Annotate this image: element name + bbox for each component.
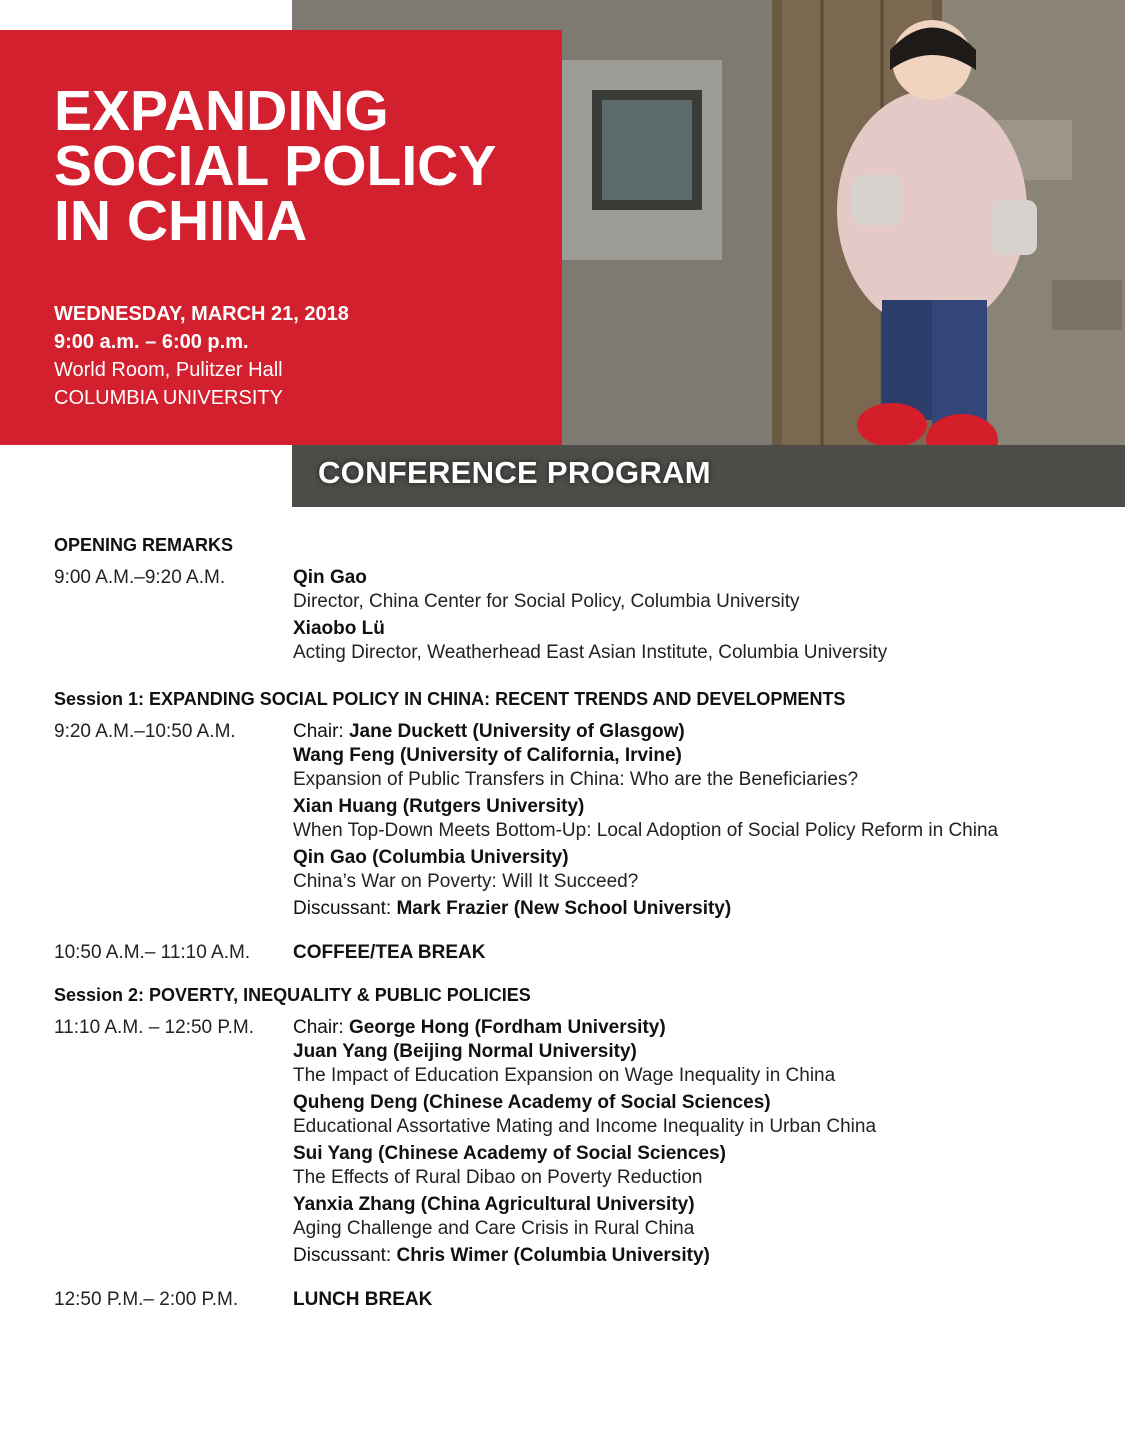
event-institution: COLUMBIA UNIVERSITY bbox=[54, 387, 283, 409]
session-label: Session 2: bbox=[54, 985, 150, 1005]
break1-row bbox=[54, 941, 1084, 965]
chair-name: George Hong (Fordham University) bbox=[348, 1017, 666, 1038]
discussant-name: Mark Frazier (New School University) bbox=[396, 898, 732, 919]
session1-heading bbox=[54, 688, 1084, 710]
speaker-name: Yanxia Zhang (China Agricultural University) bbox=[293, 1194, 695, 1215]
speaker-title: Director, China Center for Social Policy, Columbia University bbox=[293, 591, 800, 612]
speaker-name: Qin Gao bbox=[293, 567, 367, 588]
session2-row bbox=[54, 1016, 1084, 1268]
break2-label: LUNCH BREAK bbox=[293, 1289, 433, 1310]
talk-title: When Top-Down Meets Bottom-Up: Local Adoption of Social Policy Reform in China bbox=[293, 820, 999, 841]
speaker-name: Wang Feng (University of California, Irvine) bbox=[293, 745, 682, 766]
discussant-label: Discussant: bbox=[293, 1245, 397, 1266]
session2-time: 11:10 A.M. – 12:50 P.M. bbox=[54, 1017, 254, 1038]
chair-label: Chair: bbox=[293, 1017, 349, 1038]
speaker-name: Sui Yang (Chinese Academy of Social Sciences) bbox=[293, 1143, 726, 1164]
talk-title: Expansion of Public Transfers in China: Who are the Beneficiaries? bbox=[293, 769, 859, 790]
speaker-name: Xiaobo Lü bbox=[293, 618, 385, 639]
speaker-name: Xian Huang (Rutgers University) bbox=[293, 796, 585, 817]
speaker-name: Qin Gao (Columbia University) bbox=[293, 847, 569, 868]
speaker-title: Acting Director, Weatherhead East Asian Institute, Columbia University bbox=[293, 642, 888, 663]
break2-time: 12:50 P.M.– 2:00 P.M. bbox=[54, 1289, 239, 1310]
speaker-name: Juan Yang (Beijing Normal University) bbox=[293, 1041, 637, 1062]
page-title: EXPANDING SOCIAL POLICY IN CHINA bbox=[54, 79, 497, 253]
event-details bbox=[54, 300, 349, 412]
program bbox=[54, 534, 1084, 1312]
break1-label: COFFEE/TEA BREAK bbox=[293, 942, 486, 963]
event-venue: World Room, Pulitzer Hall bbox=[54, 359, 283, 381]
opening-row bbox=[54, 566, 1084, 668]
opening-time: 9:00 A.M.–9:20 A.M. bbox=[54, 567, 226, 588]
chair-label: Chair: bbox=[293, 721, 349, 742]
talk-title: Aging Challenge and Care Crisis in Rural China bbox=[293, 1218, 695, 1239]
talk-title: China’s War on Poverty: Will It Succeed? bbox=[293, 871, 639, 892]
session-label: Session 1: bbox=[54, 689, 150, 709]
session2-heading bbox=[54, 984, 1084, 1006]
speaker-name: Quheng Deng (Chinese Academy of Social Sciences) bbox=[293, 1092, 771, 1113]
session-title: EXPANDING SOCIAL POLICY IN CHINA: RECENT TRENDS AND DEVELOPMENTS bbox=[149, 689, 846, 709]
program-title: CONFERENCE PROGRAM bbox=[318, 455, 711, 490]
discussant-label: Discussant: bbox=[293, 898, 397, 919]
break1-time: 10:50 A.M.– 11:10 A.M. bbox=[54, 942, 251, 963]
talk-title: Educational Assortative Mating and Income Inequality in Urban China bbox=[293, 1116, 877, 1137]
event-date: WEDNESDAY, MARCH 21, 2018 bbox=[54, 303, 349, 325]
event-time: 9:00 a.m. – 6:00 p.m. bbox=[54, 331, 249, 353]
session1-time: 9:20 A.M.–10:50 A.M. bbox=[54, 721, 236, 742]
break2-row bbox=[54, 1288, 1084, 1312]
opening-heading: OPENING REMARKS bbox=[54, 535, 234, 555]
discussant-name: Chris Wimer (Columbia University) bbox=[396, 1245, 710, 1266]
talk-title: The Effects of Rural Dibao on Poverty Reduction bbox=[293, 1167, 703, 1188]
chair-name: Jane Duckett (University of Glasgow) bbox=[348, 721, 685, 742]
session-title: POVERTY, INEQUALITY & PUBLIC POLICIES bbox=[149, 985, 531, 1005]
talk-title: The Impact of Education Expansion on Wage Inequality in China bbox=[293, 1065, 836, 1086]
session1-row bbox=[54, 720, 1084, 921]
